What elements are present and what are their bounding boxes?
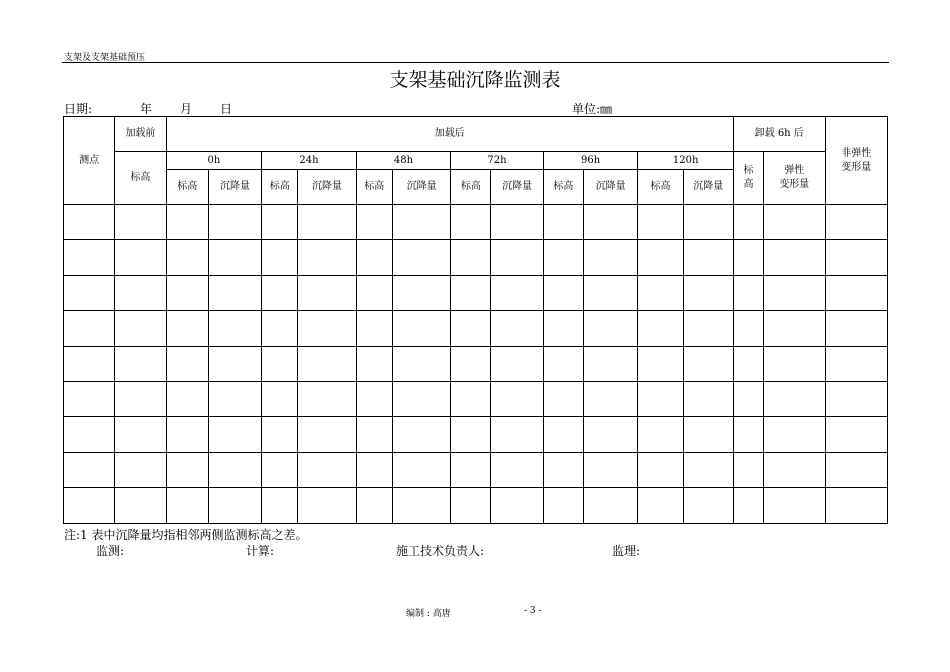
table-cell	[683, 311, 733, 346]
table-cell	[584, 452, 638, 487]
table-cell	[115, 240, 166, 275]
header-96h-elevation: 标高	[543, 170, 583, 205]
date-label: 日期:	[64, 102, 93, 116]
table-cell	[64, 488, 115, 523]
table-row	[64, 275, 888, 310]
unit-label: 单位:㎜	[572, 102, 613, 116]
table-cell	[451, 311, 491, 346]
table-row	[64, 311, 888, 346]
table-cell	[491, 452, 543, 487]
table-row	[64, 205, 888, 240]
header-inelastic-line-1: 非弹性	[841, 147, 872, 159]
table-cell	[638, 346, 683, 381]
table-cell	[262, 205, 298, 240]
table-cell	[166, 240, 208, 275]
table-cell	[208, 240, 261, 275]
table-row	[64, 381, 888, 416]
header-24h-elevation: 标高	[262, 170, 298, 205]
table-cell	[491, 417, 543, 452]
table-cell	[491, 240, 543, 275]
table-cell	[733, 346, 763, 381]
sign-tech-lead: 施工技术负责人:	[396, 544, 485, 558]
table-cell	[543, 488, 583, 523]
sign-calc: 计算:	[246, 544, 275, 558]
table-cell	[262, 346, 298, 381]
header-inelastic-deformation	[825, 117, 888, 205]
header-72h-settlement: 沉降量	[491, 170, 543, 205]
table-cell	[733, 311, 763, 346]
table-cell	[764, 240, 825, 275]
table-cell	[683, 452, 733, 487]
table-cell	[262, 381, 298, 416]
table-cell	[208, 488, 261, 523]
table-cell	[392, 452, 450, 487]
running-header: 支架及支架基础预压	[64, 53, 146, 63]
table-cell	[208, 311, 261, 346]
table-cell	[262, 275, 298, 310]
header-rule	[62, 62, 889, 63]
table-cell	[64, 417, 115, 452]
table-cell	[356, 311, 392, 346]
table-cell	[392, 346, 450, 381]
table-cell	[764, 381, 825, 416]
table-cell	[392, 488, 450, 523]
table-cell	[825, 311, 888, 346]
table-cell	[451, 452, 491, 487]
table-cell	[584, 205, 638, 240]
table-cell	[825, 275, 888, 310]
header-elastic-deformation	[764, 152, 825, 205]
header-120h-elevation: 标高	[638, 170, 683, 205]
table-cell	[638, 275, 683, 310]
table-cell	[115, 417, 166, 452]
table-cell	[166, 275, 208, 310]
table-cell	[825, 452, 888, 487]
table-cell	[115, 346, 166, 381]
table-cell	[298, 240, 356, 275]
table-cell	[491, 346, 543, 381]
header-measuring-point: 测点	[64, 117, 115, 205]
table-cell	[298, 205, 356, 240]
table-cell	[825, 381, 888, 416]
table-cell	[764, 275, 825, 310]
table-cell	[356, 205, 392, 240]
table-cell	[543, 346, 583, 381]
table-cell	[491, 275, 543, 310]
table-cell	[392, 417, 450, 452]
table-cell	[298, 311, 356, 346]
table-cell	[166, 205, 208, 240]
header-48h-settlement: 沉降量	[392, 170, 450, 205]
header-elastic-line-1: 弹性	[784, 165, 805, 176]
table-cell	[491, 205, 543, 240]
table-cell	[683, 381, 733, 416]
table-cell	[491, 381, 543, 416]
table-cell	[733, 381, 763, 416]
table-cell	[825, 417, 888, 452]
table-cell	[298, 488, 356, 523]
table-cell	[451, 381, 491, 416]
header-120h-settlement: 沉降量	[683, 170, 733, 205]
table-cell	[356, 452, 392, 487]
table-cell	[825, 240, 888, 275]
header-interval-24h: 24h	[262, 152, 357, 170]
table-cell	[451, 205, 491, 240]
table-cell	[764, 452, 825, 487]
header-96h-settlement: 沉降量	[584, 170, 638, 205]
header-0h-elevation: 标高	[166, 170, 208, 205]
table-cell	[392, 275, 450, 310]
table-cell	[683, 346, 733, 381]
day-label: 日	[220, 102, 233, 116]
table-cell	[764, 417, 825, 452]
settlement-table	[63, 116, 888, 524]
table-cell	[683, 205, 733, 240]
table-cell	[543, 417, 583, 452]
table-cell	[733, 417, 763, 452]
table-cell	[356, 417, 392, 452]
table-cell	[356, 240, 392, 275]
table-row	[64, 452, 888, 487]
month-label: 月	[180, 102, 193, 116]
table-cell	[733, 488, 763, 523]
table-cell	[262, 488, 298, 523]
table-cell	[584, 417, 638, 452]
footer-page-number: - 3 -	[524, 606, 542, 616]
table-cell	[166, 417, 208, 452]
table-cell	[638, 240, 683, 275]
table-cell	[491, 311, 543, 346]
header-before-loading: 加载前	[115, 117, 166, 152]
table-row	[64, 346, 888, 381]
footer-editor: 编制 : 高唐	[406, 609, 451, 619]
table-cell	[733, 205, 763, 240]
header-inelastic-line-2: 变形量	[841, 161, 872, 173]
table-cell	[683, 240, 733, 275]
table-cell	[298, 417, 356, 452]
table-cell	[64, 346, 115, 381]
table-cell	[356, 346, 392, 381]
table-row	[64, 417, 888, 452]
table-cell	[298, 275, 356, 310]
table-cell	[733, 452, 763, 487]
year-label: 年	[140, 102, 153, 116]
table-cell	[543, 452, 583, 487]
table-cell	[166, 311, 208, 346]
table-cell	[584, 488, 638, 523]
table-cell	[166, 381, 208, 416]
table-cell	[451, 346, 491, 381]
table-cell	[64, 240, 115, 275]
table-cell	[115, 205, 166, 240]
table-cell	[392, 240, 450, 275]
table-cell	[764, 346, 825, 381]
table-cell	[543, 205, 583, 240]
header-72h-elevation: 标高	[451, 170, 491, 205]
table-cell	[166, 488, 208, 523]
table-cell	[584, 240, 638, 275]
table-cell	[115, 452, 166, 487]
table-cell	[115, 275, 166, 310]
table-cell	[262, 240, 298, 275]
table-cell	[491, 488, 543, 523]
table-cell	[392, 381, 450, 416]
table-note: 注:1 表中沉降量均指相邻两侧监测标高之差。	[64, 528, 308, 542]
table-cell	[392, 205, 450, 240]
table-cell	[638, 417, 683, 452]
page-title: 支架基础沉降监测表	[389, 69, 561, 91]
table-cell	[683, 275, 733, 310]
table-cell	[356, 488, 392, 523]
table-row	[64, 240, 888, 275]
table-cell	[543, 381, 583, 416]
table-cell	[298, 381, 356, 416]
table-cell	[451, 417, 491, 452]
header-interval-72h: 72h	[451, 152, 544, 170]
table-cell	[733, 275, 763, 310]
sign-monitor: 监测:	[96, 544, 125, 558]
header-interval-0h: 0h	[166, 152, 262, 170]
table-cell	[764, 311, 825, 346]
table-cell	[262, 452, 298, 487]
header-interval-120h: 120h	[638, 152, 734, 170]
header-after-unloading: 卸载 6h 后	[733, 117, 825, 152]
table-cell	[64, 311, 115, 346]
header-unload-elevation	[733, 152, 763, 205]
header-before-elevation: 标高	[115, 152, 166, 205]
table-cell	[64, 381, 115, 416]
table-cell	[262, 311, 298, 346]
table-cell	[64, 275, 115, 310]
table-cell	[638, 488, 683, 523]
header-unload-elevation-line-1: 标	[743, 165, 754, 176]
table-cell	[208, 381, 261, 416]
table-cell	[638, 381, 683, 416]
table-cell	[166, 346, 208, 381]
table-cell	[543, 240, 583, 275]
table-cell	[683, 417, 733, 452]
table-cell	[683, 488, 733, 523]
table-cell	[166, 452, 208, 487]
table-cell	[262, 417, 298, 452]
table-cell	[584, 346, 638, 381]
table-cell	[208, 452, 261, 487]
table-cell	[451, 240, 491, 275]
table-cell	[356, 381, 392, 416]
table-cell	[733, 240, 763, 275]
table-cell	[638, 205, 683, 240]
header-after-loading: 加载后	[166, 117, 733, 152]
table-cell	[764, 488, 825, 523]
table-cell	[298, 452, 356, 487]
table-cell	[584, 381, 638, 416]
sign-supervisor: 监理:	[612, 544, 641, 558]
table-cell	[115, 488, 166, 523]
table-cell	[208, 205, 261, 240]
table-cell	[584, 275, 638, 310]
table-cell	[825, 346, 888, 381]
header-interval-96h: 96h	[543, 152, 638, 170]
table-cell	[298, 346, 356, 381]
table-cell	[638, 452, 683, 487]
table-cell	[115, 311, 166, 346]
table-cell	[64, 452, 115, 487]
table-cell	[356, 275, 392, 310]
table-cell	[584, 311, 638, 346]
table-cell	[543, 311, 583, 346]
table-cell	[451, 488, 491, 523]
table-cell	[451, 275, 491, 310]
header-0h-settlement: 沉降量	[208, 170, 261, 205]
table-cell	[764, 205, 825, 240]
header-48h-elevation: 标高	[356, 170, 392, 205]
table-cell	[208, 417, 261, 452]
table-cell	[115, 381, 166, 416]
header-interval-48h: 48h	[356, 152, 451, 170]
table-cell	[208, 275, 261, 310]
table-row	[64, 488, 888, 523]
table-cell	[392, 311, 450, 346]
header-24h-settlement: 沉降量	[298, 170, 356, 205]
table-cell	[638, 311, 683, 346]
table-cell	[825, 488, 888, 523]
header-unload-elevation-line-2: 高	[743, 179, 754, 190]
table-cell	[543, 275, 583, 310]
header-elastic-line-2: 变形量	[779, 179, 810, 190]
table-cell	[208, 346, 261, 381]
table-cell	[64, 205, 115, 240]
table-cell	[825, 205, 888, 240]
